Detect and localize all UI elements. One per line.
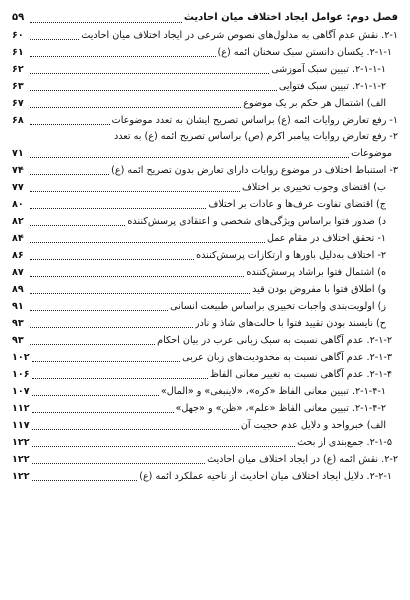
dot-leader xyxy=(30,327,193,328)
dot-leader xyxy=(32,395,159,396)
dot-leader xyxy=(30,157,349,158)
toc-page-number: ۱۱۷ xyxy=(12,420,30,431)
toc-label: ۲-۱-۴. عدم آگاهی نسبت به تغییر معانی الفاظ xyxy=(209,369,392,380)
toc-entry xyxy=(12,95,398,112)
toc-page-number: ۶۲ xyxy=(12,64,24,75)
dot-leader xyxy=(30,242,265,243)
toc-label: ه) اشتمال فتوا براشاد پرسش‌کننده xyxy=(246,267,386,278)
toc-label: ح) نایسند بودن تقیید فتوا با حالت‌های شاذ و نادر xyxy=(194,318,386,329)
toc-entry xyxy=(12,298,398,315)
dot-leader xyxy=(30,174,109,175)
toc-page-number: ۷۴ xyxy=(12,165,24,176)
toc-entry xyxy=(12,349,398,366)
toc-label: ۲-۱. نقش عدم آگاهی به مدلول‌های نصوص شرعی در ایجاد اختلاف میان احادیث xyxy=(81,30,398,41)
toc-entry xyxy=(12,264,398,281)
toc-entry xyxy=(12,213,398,230)
toc-entry xyxy=(12,44,398,61)
toc-page-number: ۶۰ xyxy=(12,30,24,41)
toc-entry xyxy=(12,468,398,485)
toc-entry xyxy=(12,162,398,179)
toc-label: ج) اقتضای تفاوت عرف‌ها و عادات بر اختلاف xyxy=(208,199,386,210)
toc-page-number: ۹۱ xyxy=(12,301,24,312)
toc-entry xyxy=(12,434,398,451)
toc-page-number: ۱۰۲ xyxy=(12,352,30,363)
toc-entry xyxy=(12,27,398,44)
toc-label: ۱- تحقق اختلاف در مقام عمل xyxy=(266,233,386,244)
dot-leader xyxy=(30,39,79,40)
toc-label: ۲-۱-۲. عدم آگاهی نسبت به سبک زبانی عرب در بیان احکام xyxy=(157,335,392,346)
toc-page-number: ۸۹ xyxy=(12,284,24,295)
toc-page-number: ۱۰۷ xyxy=(12,386,30,397)
toc-page-number: ۱۲۲ xyxy=(12,437,30,448)
toc-entry xyxy=(12,230,398,247)
toc-label: و) اطلاق فتوا با مفروض بودن قید xyxy=(252,284,386,295)
toc-entry xyxy=(12,129,398,145)
toc-entry xyxy=(12,332,398,349)
toc-label: ۱- رفع تعارض روایات ائمه (ع) براساس تصریح ایشان به تعدد موضوعات xyxy=(111,115,398,126)
dot-leader xyxy=(30,90,277,91)
toc-entry xyxy=(12,366,398,383)
dot-leader xyxy=(30,344,155,345)
toc-entry xyxy=(12,247,398,264)
toc-page-number: ۱۱۲ xyxy=(12,403,30,414)
toc-label: د) صدور فتوا براساس ویژگی‌های شخصی و اعتقادی پرسش‌کننده xyxy=(127,216,386,227)
toc-label: ۲-۲. نقش ائمه (ع) در ایجاد اختلاف میان احادیث xyxy=(207,454,398,465)
toc-page-number: ۵۹ xyxy=(12,12,25,23)
toc-label: ۲-۱-۴-۲. تبیین معانی الفاظ «علم»، «ظن» و «جهل» xyxy=(175,403,386,414)
toc-label: ۲- اختلاف به‌دلیل باورها و ارتکازات پرسش‌کننده xyxy=(196,250,386,261)
toc-entry xyxy=(12,179,398,196)
toc-label: ۳- استنباط اختلاف در موضوع روایات دارای تعارض بدون تصریح ائمه (ع) xyxy=(111,165,398,176)
toc-label: ۲-۱-۱-۲. تبیین سبک فتوایی xyxy=(278,81,386,92)
toc-page-number: ۶۸ xyxy=(12,115,24,126)
toc-page-number: ۱۲۲ xyxy=(12,454,30,465)
toc-label: ۲-۱-۱-۱. تبیین سبک آموزشی xyxy=(271,64,386,75)
toc-page-number: ۸۰ xyxy=(12,199,24,210)
toc-label: ۲-۱-۳. عدم آگاهی نسبت به محدودیت‌های زبان عربی xyxy=(182,352,392,363)
toc-entry xyxy=(12,383,398,400)
dot-leader xyxy=(30,293,250,294)
toc-label: ۲-۱-۱. یکسان دانستن سبک سخنان ائمه (ع) xyxy=(217,47,392,58)
toc-page-number: ۱۰۶ xyxy=(12,369,30,380)
toc-page-number: ۸۴ xyxy=(12,233,24,244)
dot-leader xyxy=(30,107,241,108)
toc-entry xyxy=(12,61,398,78)
dot-leader xyxy=(30,310,168,311)
dot-leader xyxy=(32,446,296,447)
dot-leader xyxy=(32,378,208,379)
toc-label: ب) اقتضای وجوب تخییری بر اختلاف xyxy=(241,182,386,193)
toc-page-number: ۸۷ xyxy=(12,267,24,278)
toc-entry xyxy=(12,417,398,434)
toc-page-number: ۹۳ xyxy=(12,335,24,346)
toc-page-number: ۸۲ xyxy=(12,216,24,227)
toc-label: ۲- رفع تعارض روایات پیامبر اکرم (ص) براساس تصریح ائمه (ع) به تعدد xyxy=(113,131,398,142)
toc-page-number: ۶۳ xyxy=(12,81,24,92)
toc-page-number: ۸۶ xyxy=(12,250,24,261)
dot-leader xyxy=(30,73,269,74)
dot-leader xyxy=(30,124,110,125)
toc-entry xyxy=(12,145,398,162)
toc-chapter-heading xyxy=(12,8,398,27)
toc-page-number: ۶۷ xyxy=(12,98,24,109)
toc-page-number: ۷۱ xyxy=(12,148,24,159)
dot-leader xyxy=(30,225,125,226)
toc-label: الف) اشتمال هر حکم بر یک موضوع xyxy=(243,98,386,109)
dot-leader xyxy=(32,412,174,413)
toc-entry xyxy=(12,78,398,95)
table-of-contents xyxy=(12,8,398,485)
toc-entry xyxy=(12,451,398,468)
toc-label: ۲-۱-۴-۱. تبیین معانی الفاظ «کره»، «لاینبغی» و «المال» xyxy=(160,386,386,397)
toc-page-number: ۱۲۲ xyxy=(12,471,30,482)
toc-label: فصل دوم: عوامل ایجاد اختلاف میان احادیث xyxy=(183,12,398,23)
dot-leader xyxy=(32,361,181,362)
dot-leader xyxy=(32,429,239,430)
toc-entry xyxy=(12,281,398,298)
toc-label: موضوعات xyxy=(351,148,392,159)
toc-page-number: ۷۷ xyxy=(12,182,24,193)
dot-leader xyxy=(30,191,240,192)
toc-entry xyxy=(12,315,398,332)
dot-leader xyxy=(30,56,216,57)
toc-entry xyxy=(12,400,398,417)
toc-entry xyxy=(12,196,398,213)
toc-label: ۲-۱-۵. جمع‌بندی از بحث xyxy=(297,437,392,448)
dot-leader xyxy=(32,463,206,464)
toc-label: ۲-۲-۱. دلایل ایجاد اختلاف میان احادیث از ناحیه عملکرد ائمه (ع) xyxy=(139,471,392,482)
dot-leader xyxy=(30,259,194,260)
toc-label: الف) خبرواحد و دلایل عدم حجیت آن xyxy=(240,420,386,431)
toc-entry xyxy=(12,112,398,129)
dot-leader xyxy=(30,208,206,209)
toc-label: ز) اولویت‌بندی واجبات تخییری براساس طبیعت انسانی xyxy=(170,301,386,312)
dot-leader xyxy=(30,22,182,23)
dot-leader xyxy=(32,480,138,481)
dot-leader xyxy=(30,276,244,277)
toc-page-number: ۹۳ xyxy=(12,318,24,329)
toc-page-number: ۶۱ xyxy=(12,47,24,58)
